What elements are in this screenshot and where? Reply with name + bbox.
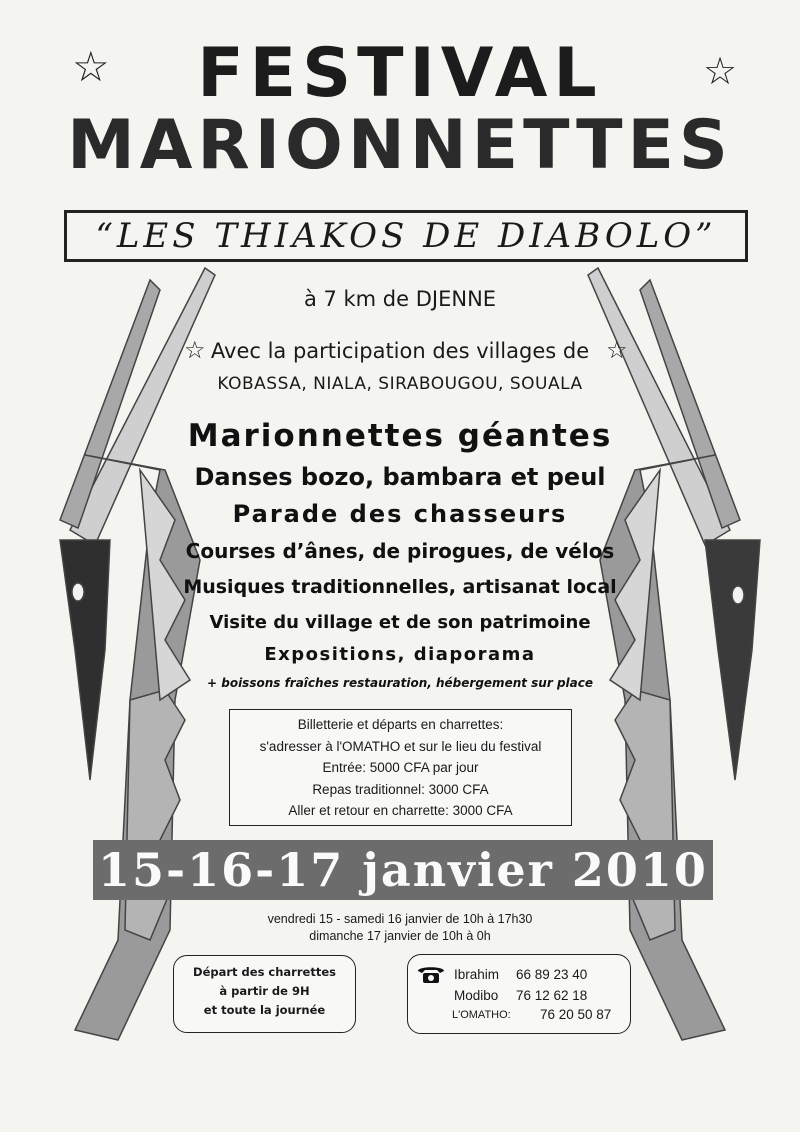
- activity-item: Visite du village et de son patrimoine: [209, 612, 591, 633]
- ticket-line: Entrée: 5000 CFA par jour: [322, 760, 479, 775]
- ticket-line: Repas traditionnel: 3000 CFA: [312, 781, 489, 797]
- activity-item: Marionnettes géantes: [187, 418, 613, 454]
- ticket-info-box: [229, 709, 572, 826]
- activity-item: Courses d’ânes, de pirogues, de vélos: [185, 539, 615, 563]
- title-festival: FESTIVAL: [197, 34, 603, 113]
- contact-name: L'OMATHO:: [452, 1009, 511, 1021]
- star-outline-icon: ☆: [703, 49, 738, 93]
- star-outline-icon: ☆: [184, 336, 206, 364]
- date-banner: [93, 840, 713, 900]
- opening-hours: dimanche 17 janvier de 10h à 0h: [309, 929, 491, 943]
- activity-item: Danses bozo, bambara et peul: [194, 463, 606, 491]
- title-marionnettes: MARIONNETTES: [67, 106, 733, 185]
- contact-box: [407, 954, 631, 1034]
- contact-phone: 66 89 23 40: [516, 967, 588, 982]
- cart-line: Départ des charrettes: [193, 965, 336, 979]
- contact-name: Ibrahim: [454, 967, 500, 982]
- participation-text: Avec la participation des villages de: [210, 339, 590, 363]
- extras-note: + boissons fraîches restauration, hébergement sur place: [207, 676, 593, 690]
- opening-hours: vendredi 15 - samedi 16 janvier de 10h à 17h30: [267, 912, 533, 926]
- ticket-line: Billetterie et départs en charrettes:: [297, 717, 504, 732]
- contact-row: [454, 988, 588, 1003]
- activity-item: Expositions, diaporama: [264, 644, 536, 665]
- ticket-line: Aller et retour en charrette: 3000 CFA: [288, 803, 513, 818]
- activity-item: Parade des chasseurs: [232, 500, 568, 528]
- contact-row: [454, 967, 588, 982]
- location: à 7 km de DJENNE: [303, 287, 497, 311]
- activity-item: Musiques traditionnelles, artisanat local: [183, 576, 617, 598]
- cart-departure-box: [173, 955, 356, 1033]
- telephone-icon: [416, 963, 446, 985]
- star-outline-icon: ☆: [606, 336, 628, 364]
- festival-dates: 15-16-17 janvier 2010: [98, 843, 708, 897]
- contact-row: [452, 1007, 612, 1022]
- contact-phone: 76 20 50 87: [540, 1007, 612, 1022]
- cart-line: à partir de 9H: [219, 984, 310, 998]
- villages-list: KOBASSA, NIALA, SIRABOUGOU, SOUALA: [217, 374, 583, 394]
- star-outline-icon: ☆: [72, 42, 110, 91]
- subtitle: “LES THIAKOS DE DIABOLO”: [95, 216, 717, 256]
- subtitle-box: [64, 210, 748, 262]
- cart-line: et toute la journée: [203, 1003, 326, 1017]
- ticket-line: s'adresser à l'OMATHO et sur le lieu du festival: [259, 738, 542, 754]
- contact-name: Modibo: [454, 988, 499, 1003]
- contact-phone: 76 12 62 18: [516, 988, 588, 1003]
